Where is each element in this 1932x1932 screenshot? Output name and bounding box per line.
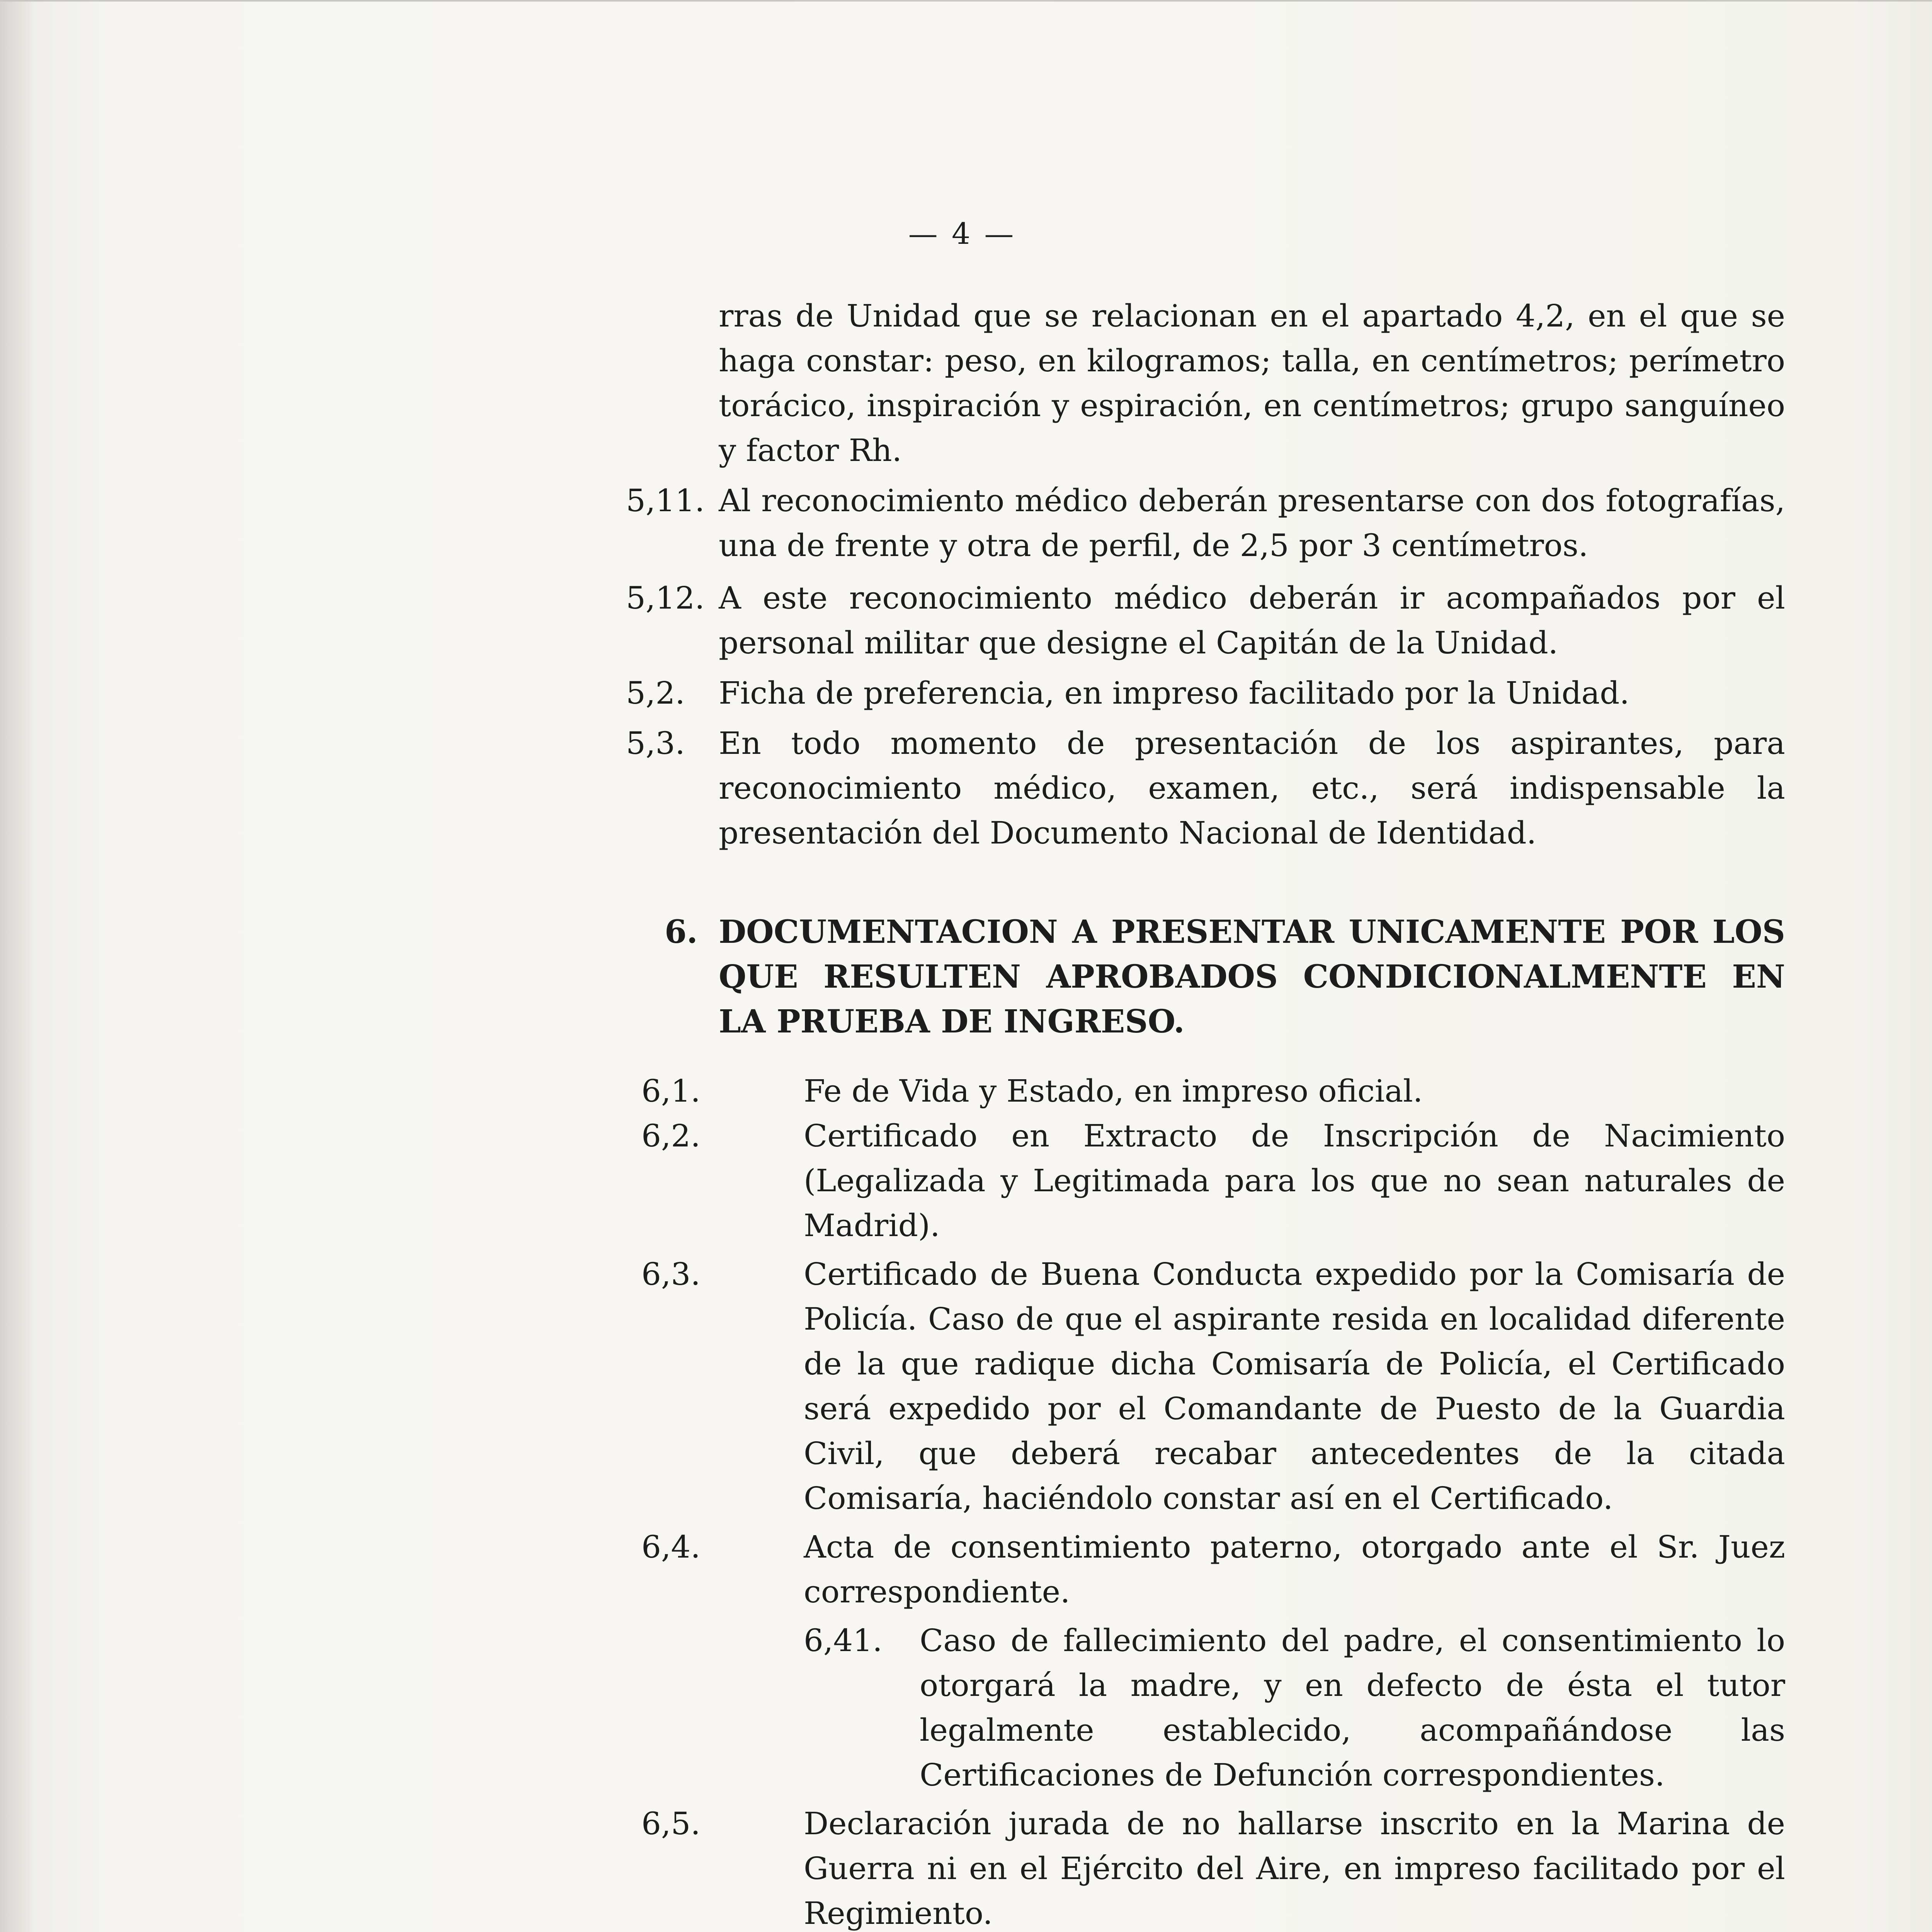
- item-number: 6,2.: [641, 1118, 701, 1154]
- item-number: 5,2.: [626, 675, 685, 711]
- list-item: [641, 1114, 1785, 1248]
- list-item: [641, 1525, 1785, 1614]
- item-text: En todo momento de presentación de los aspirantes, para reconocimiento médico, examen, etc., será indispensable la presentación del Documento Nacional de Identidad.: [719, 725, 1785, 851]
- list-item: [626, 576, 1785, 665]
- item-number: 6,3.: [641, 1256, 701, 1292]
- item-text: Certificado de Buena Conducta expedido por la Comisaría de Policía. Caso de que el aspirante resida en localidad diferente de la que radique dicha Comisaría de Policía, el Certificado será expedido por el Comandante de Puesto de la Guardia Civil, que deberá recabar antecedentes de la citada Comisaría, haciéndolo constar así en el Certificado.: [804, 1256, 1785, 1516]
- list-item: [641, 1252, 1785, 1521]
- item-number: 6,41.: [804, 1622, 883, 1658]
- item-text: Certificado en Extracto de Inscripción de Nacimiento (Legalizada y Legitimada para los que no sean naturales de Madrid).: [804, 1118, 1785, 1243]
- list-item: [626, 478, 1785, 568]
- item-text: Fe de Vida y Estado, en impreso oficial.: [804, 1073, 1423, 1109]
- sub-list-item: [719, 1618, 1785, 1798]
- section-number: 6.: [665, 913, 698, 951]
- list-item: [626, 721, 1785, 855]
- document-body: [626, 294, 1785, 1932]
- list-item: [641, 1801, 1785, 1932]
- page-shadow: [0, 0, 35, 1932]
- section-title: DOCUMENTACION A PRESENTAR UNICAMENTE POR LOS QUE RESULTEN APROBADOS CONDICIONALMENTE EN LA PRUEBA DE INGRESO.: [719, 913, 1785, 1040]
- item-text: A este reconocimiento médico deberán ir acompañados por el personal militar que designe el Capitán de la Unidad.: [719, 580, 1785, 661]
- item-text: Al reconocimiento médico deberán presentarse con dos fotografías, una de frente y otra de perfil, de 2,5 por 3 centímetros.: [719, 483, 1785, 563]
- list-item: [626, 671, 1785, 716]
- item-text: Ficha de preferencia, en impreso facilitado por la Unidad.: [719, 675, 1629, 711]
- list-item: [641, 1069, 1785, 1114]
- page-number: — 4 —: [908, 216, 1016, 251]
- item-text: Caso de fallecimiento del padre, el consentimiento lo otorgará la madre, y en defecto de ésta el tutor legalmente establecido, acompañándose las Certificaciones de Defunción correspondientes.: [920, 1622, 1785, 1793]
- item-text: Declaración jurada de no hallarse inscrito en la Marina de Guerra ni en el Ejército del Aire, en impreso facilitado por el Regimiento.: [804, 1806, 1785, 1931]
- item-number: 5,3.: [626, 725, 685, 761]
- item-number: 5,12.: [626, 580, 705, 616]
- item-number: 5,11.: [626, 483, 705, 519]
- item-number: 6,1.: [641, 1073, 701, 1109]
- intro-paragraph: rras de Unidad que se relacionan en el apartado 4,2, en el que se haga constar: peso, en kilogramos; talla, en centímetros; perímetro torácico, inspiración y espiración, en centímetros; grupo sanguíneo y factor Rh.: [719, 298, 1785, 468]
- item-number: 6,5.: [641, 1806, 701, 1842]
- item-number: 6,4.: [641, 1529, 701, 1565]
- section-heading: [665, 910, 1785, 1044]
- page-fold: [0, 0, 1932, 15]
- item-text: Acta de consentimiento paterno, otorgado ante el Sr. Juez correspondiente.: [804, 1529, 1785, 1610]
